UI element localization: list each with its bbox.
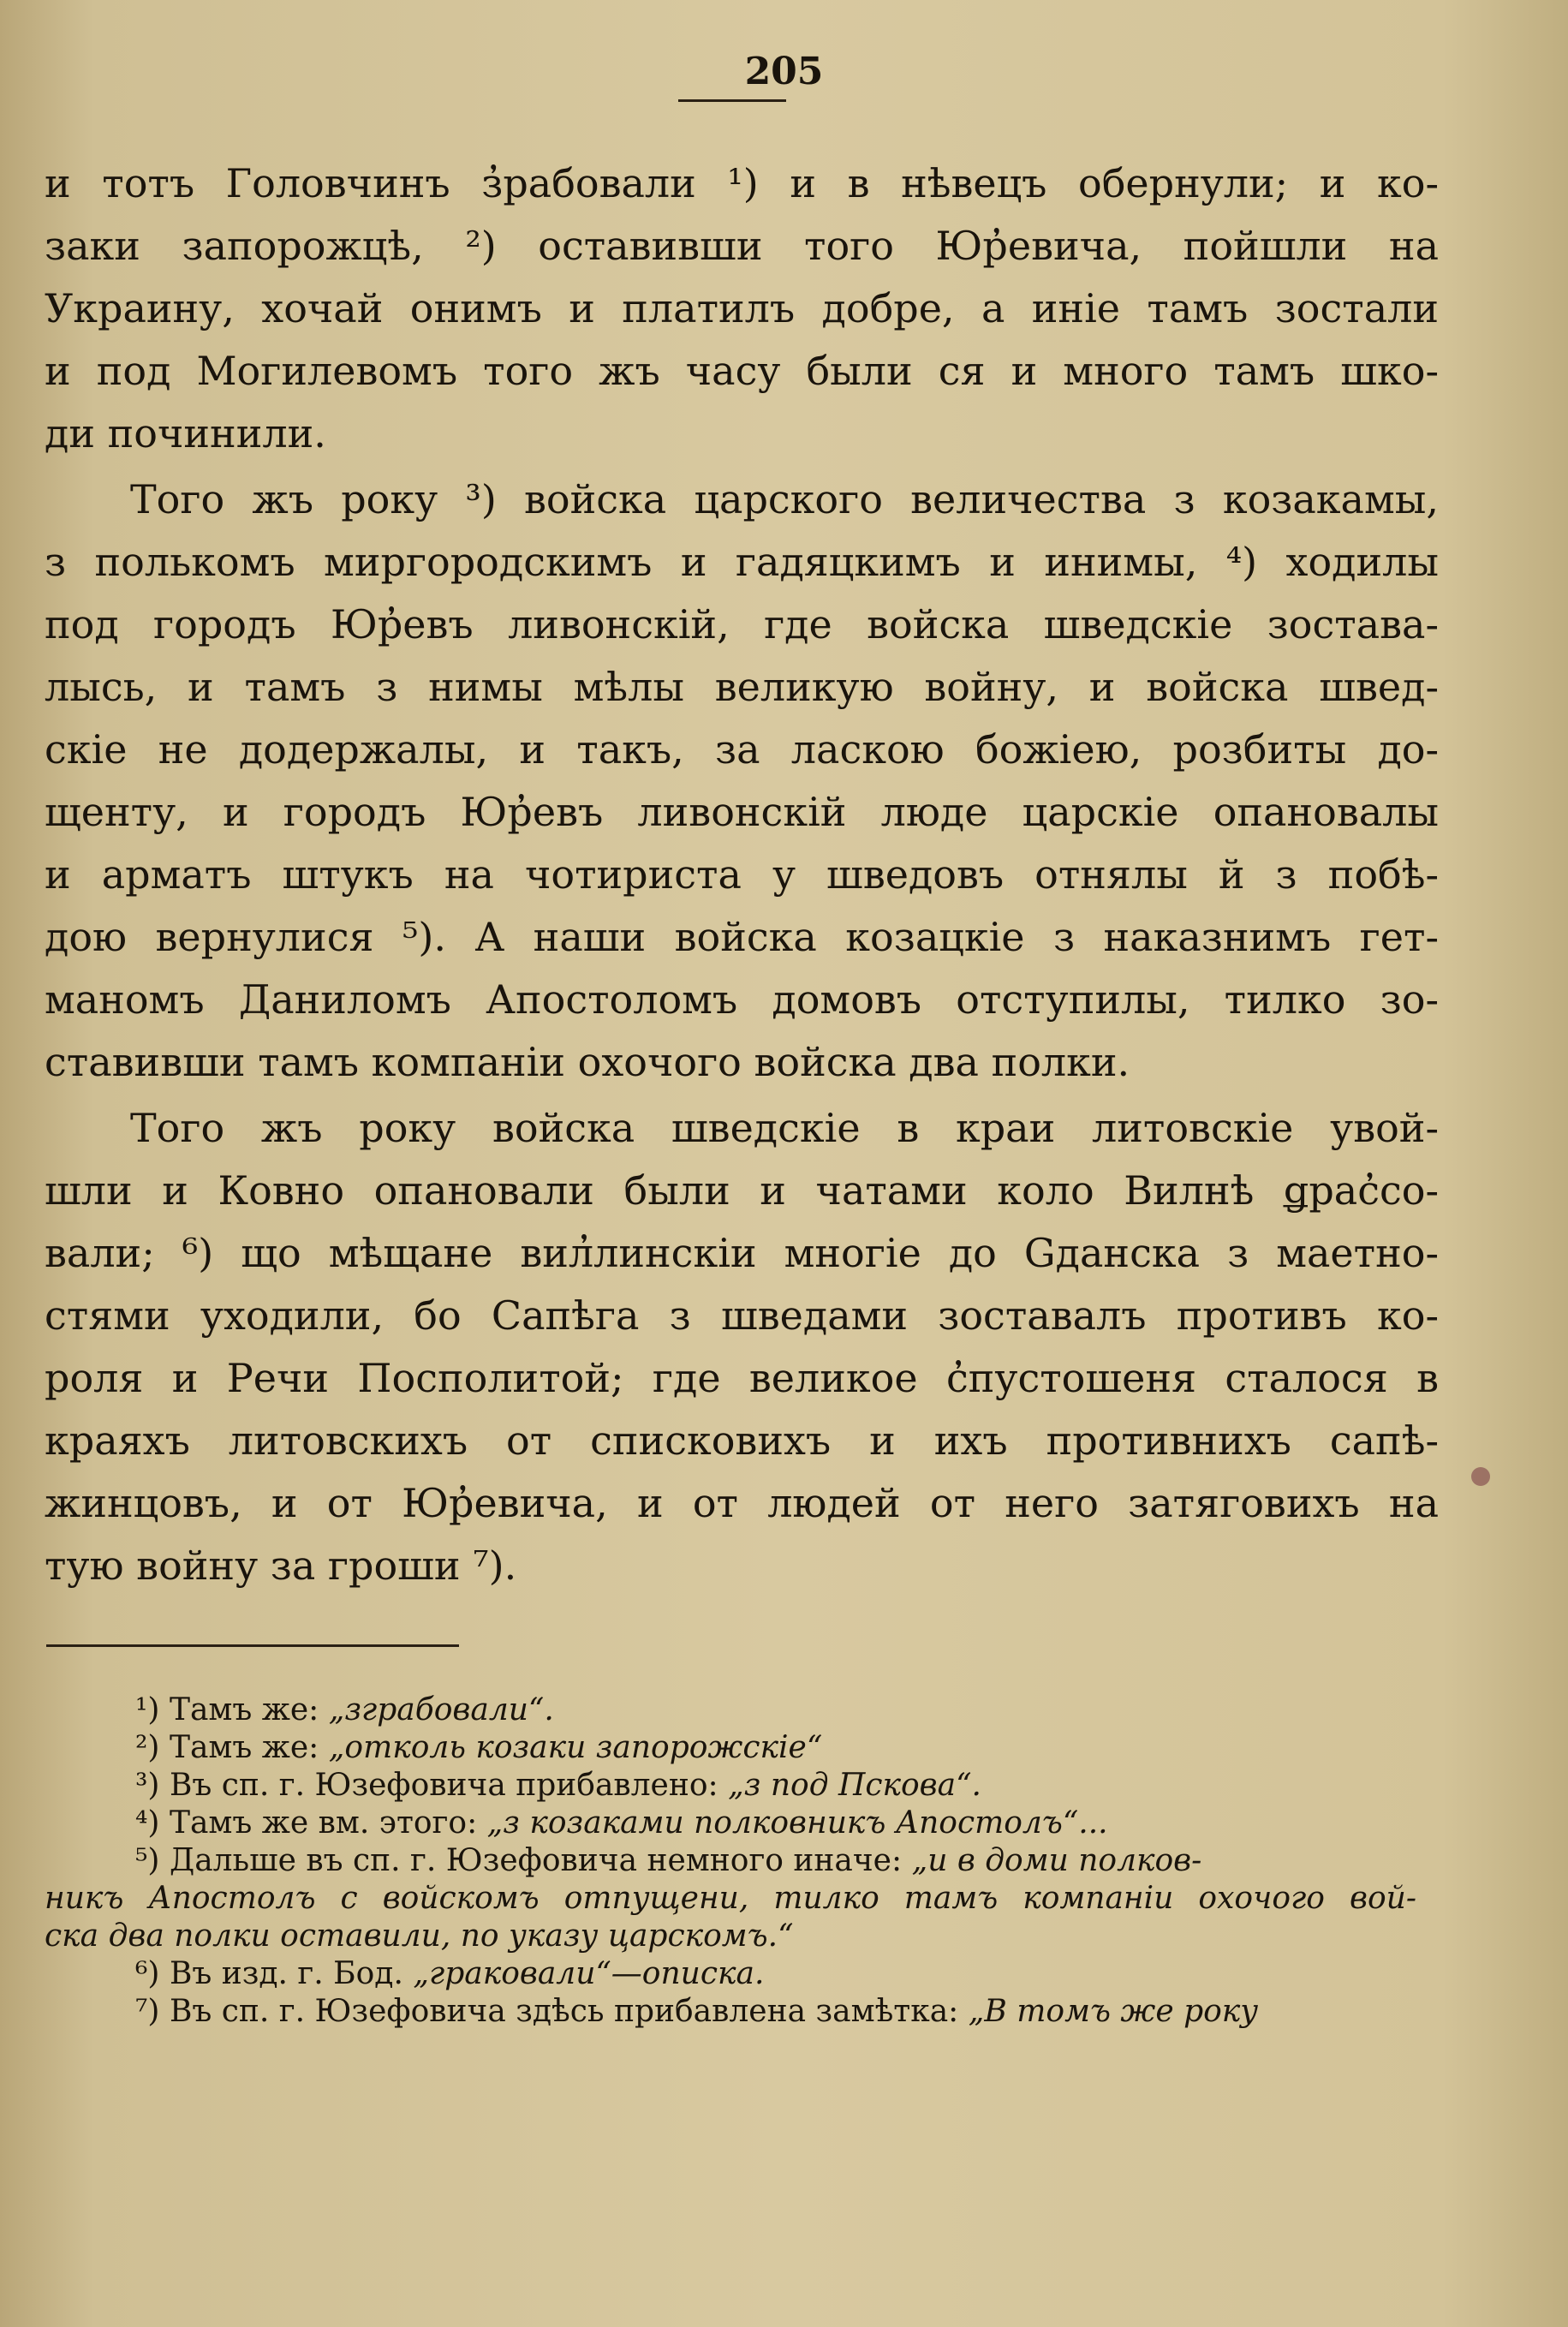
text-line: Того жъ року войска шведскіе в краи литовскіе увой-: [130, 1105, 1439, 1151]
text-line: стями уходили, бо Сапѣга з шведами зоставалъ противъ ко-: [45, 1292, 1439, 1339]
footnote-4: [45, 1805, 1416, 1842]
text-line: и под Могилевомъ того жъ часу были ся и много тамъ шко-: [45, 348, 1439, 394]
footnote-2: [45, 1729, 1416, 1767]
main-text: [45, 152, 1439, 1597]
text-line: ставивши тамъ компаніи охочого войска два полки.: [45, 1039, 1130, 1085]
ink-stain: [1471, 1467, 1490, 1486]
footnote-separator: [46, 1644, 459, 1647]
footnote-text: Въ сп. г. Юзефовича прибавлено:: [169, 1768, 729, 1803]
page-number: 205: [744, 50, 824, 93]
text-line: дою вернулися ⁵). А наши войска козацкіе з наказнимъ гет-: [45, 914, 1439, 960]
footnote-mark: ¹): [135, 1692, 160, 1727]
footnote-quote: „зграбовали“.: [328, 1692, 554, 1727]
footnote-5: [45, 1842, 1416, 1880]
footnote-6: [45, 1955, 1416, 1993]
footnote-1: [45, 1692, 1416, 1729]
footnote-mark: ⁶): [135, 1956, 160, 1991]
footnote-quote: „з под Пскова“.: [728, 1768, 981, 1803]
footnote-quote: „граковали“—описка.: [413, 1956, 765, 1991]
footnote-quote: „и в доми полков-: [911, 1843, 1202, 1878]
footnote-mark: ⁴): [135, 1805, 160, 1841]
footnote-text: Дальше въ сп. г. Юзефовича немного иначе:: [169, 1843, 912, 1878]
footnote-mark: ⁵): [135, 1843, 160, 1878]
text-line: и тотъ Головчинъ з̓рабовали ¹) и в нѣвецъ обернули; и ко-: [45, 160, 1439, 206]
text-line: маномъ Даниломъ Апостоломъ домовъ отступилы, тилко зо-: [45, 976, 1439, 1023]
text-line: заки запорожцѣ, ²) оставивши того Юр̓евича, пойшли на: [45, 223, 1439, 269]
text-line: лысь, и тамъ з нимы мѣлы великую войну, и войска швед-: [45, 664, 1439, 710]
text-line: ди починили.: [45, 410, 326, 456]
page-number-underline: [678, 99, 786, 102]
footnote-text: Тамъ же вм. этого:: [169, 1805, 487, 1841]
footnote-quote: „отколь козаки запорожскіе“: [328, 1730, 823, 1765]
footnote-text: Тамъ же:: [169, 1730, 329, 1765]
text-line: роля и Речи Посполитой; где великое с̓пустошеня сталося в: [45, 1355, 1439, 1401]
footnote-text: Въ сп. г. Юзефовича здѣсь прибавлена замѣтка:: [169, 1994, 969, 2029]
text-line: щенту, и городъ Юр̓евъ ливонскій люде царскіе опановалы: [45, 789, 1439, 835]
text-line: шли и Ковно опановали были и чатами коло Вилнѣ ǥрас̓со-: [45, 1167, 1439, 1214]
text-line: вали; ⁶) що мѣщане вил̓линскіи многіе до Gданска з маетно-: [45, 1230, 1439, 1276]
text-line: з полькомъ миргородскимъ и гадяцкимъ и инимы, ⁴) ходилы: [45, 539, 1439, 585]
footnote-mark: ²): [135, 1730, 160, 1765]
text-line: жинцовъ, и от Юр̓евича, и от людей от него затяговихъ на: [45, 1480, 1439, 1526]
footnote-7: [45, 1993, 1416, 2031]
footnote-5-continued: никъ Апостолъ с войскомъ отпущени, тилко тамъ компаніи охочого вой-: [45, 1881, 1416, 1916]
footnote-text: Въ изд. г. Бод.: [169, 1956, 414, 1991]
text-line: тую войну за гроши ⁷).: [45, 1542, 517, 1589]
text-line: под городъ Юр̓евъ ливонскій, где войска шведскіе зостава-: [45, 601, 1439, 647]
text-line: Того жъ року ³) войска царского величества з козакамы,: [130, 476, 1439, 522]
footnote-mark: ³): [135, 1768, 160, 1803]
text-line: скіе не додержалы, и такъ, за ласкою божіею, розбиты до-: [45, 726, 1439, 773]
footnote-5-continued: ска два полки оставили, по указу царскомъ.“: [45, 1918, 794, 1954]
text-line: и арматъ штукъ на чотириста у шведовъ отнялы й з побѣ-: [45, 851, 1439, 898]
footnote-text: Тамъ же:: [169, 1692, 329, 1727]
footnote-quote: „з козаками полковникъ Апостолъ“...: [486, 1805, 1108, 1841]
footnotes: [45, 1692, 1416, 2031]
footnote-mark: ⁷): [135, 1994, 160, 2029]
footnote-3: [45, 1767, 1416, 1805]
footnote-quote: „В томъ же року: [968, 1994, 1259, 2029]
text-line: краяхъ литовскихъ от списковихъ и ихъ противнихъ сапѣ-: [45, 1417, 1439, 1464]
text-line: Украину, хочай онимъ и платилъ добре, а иніе тамъ зостали: [45, 285, 1439, 331]
